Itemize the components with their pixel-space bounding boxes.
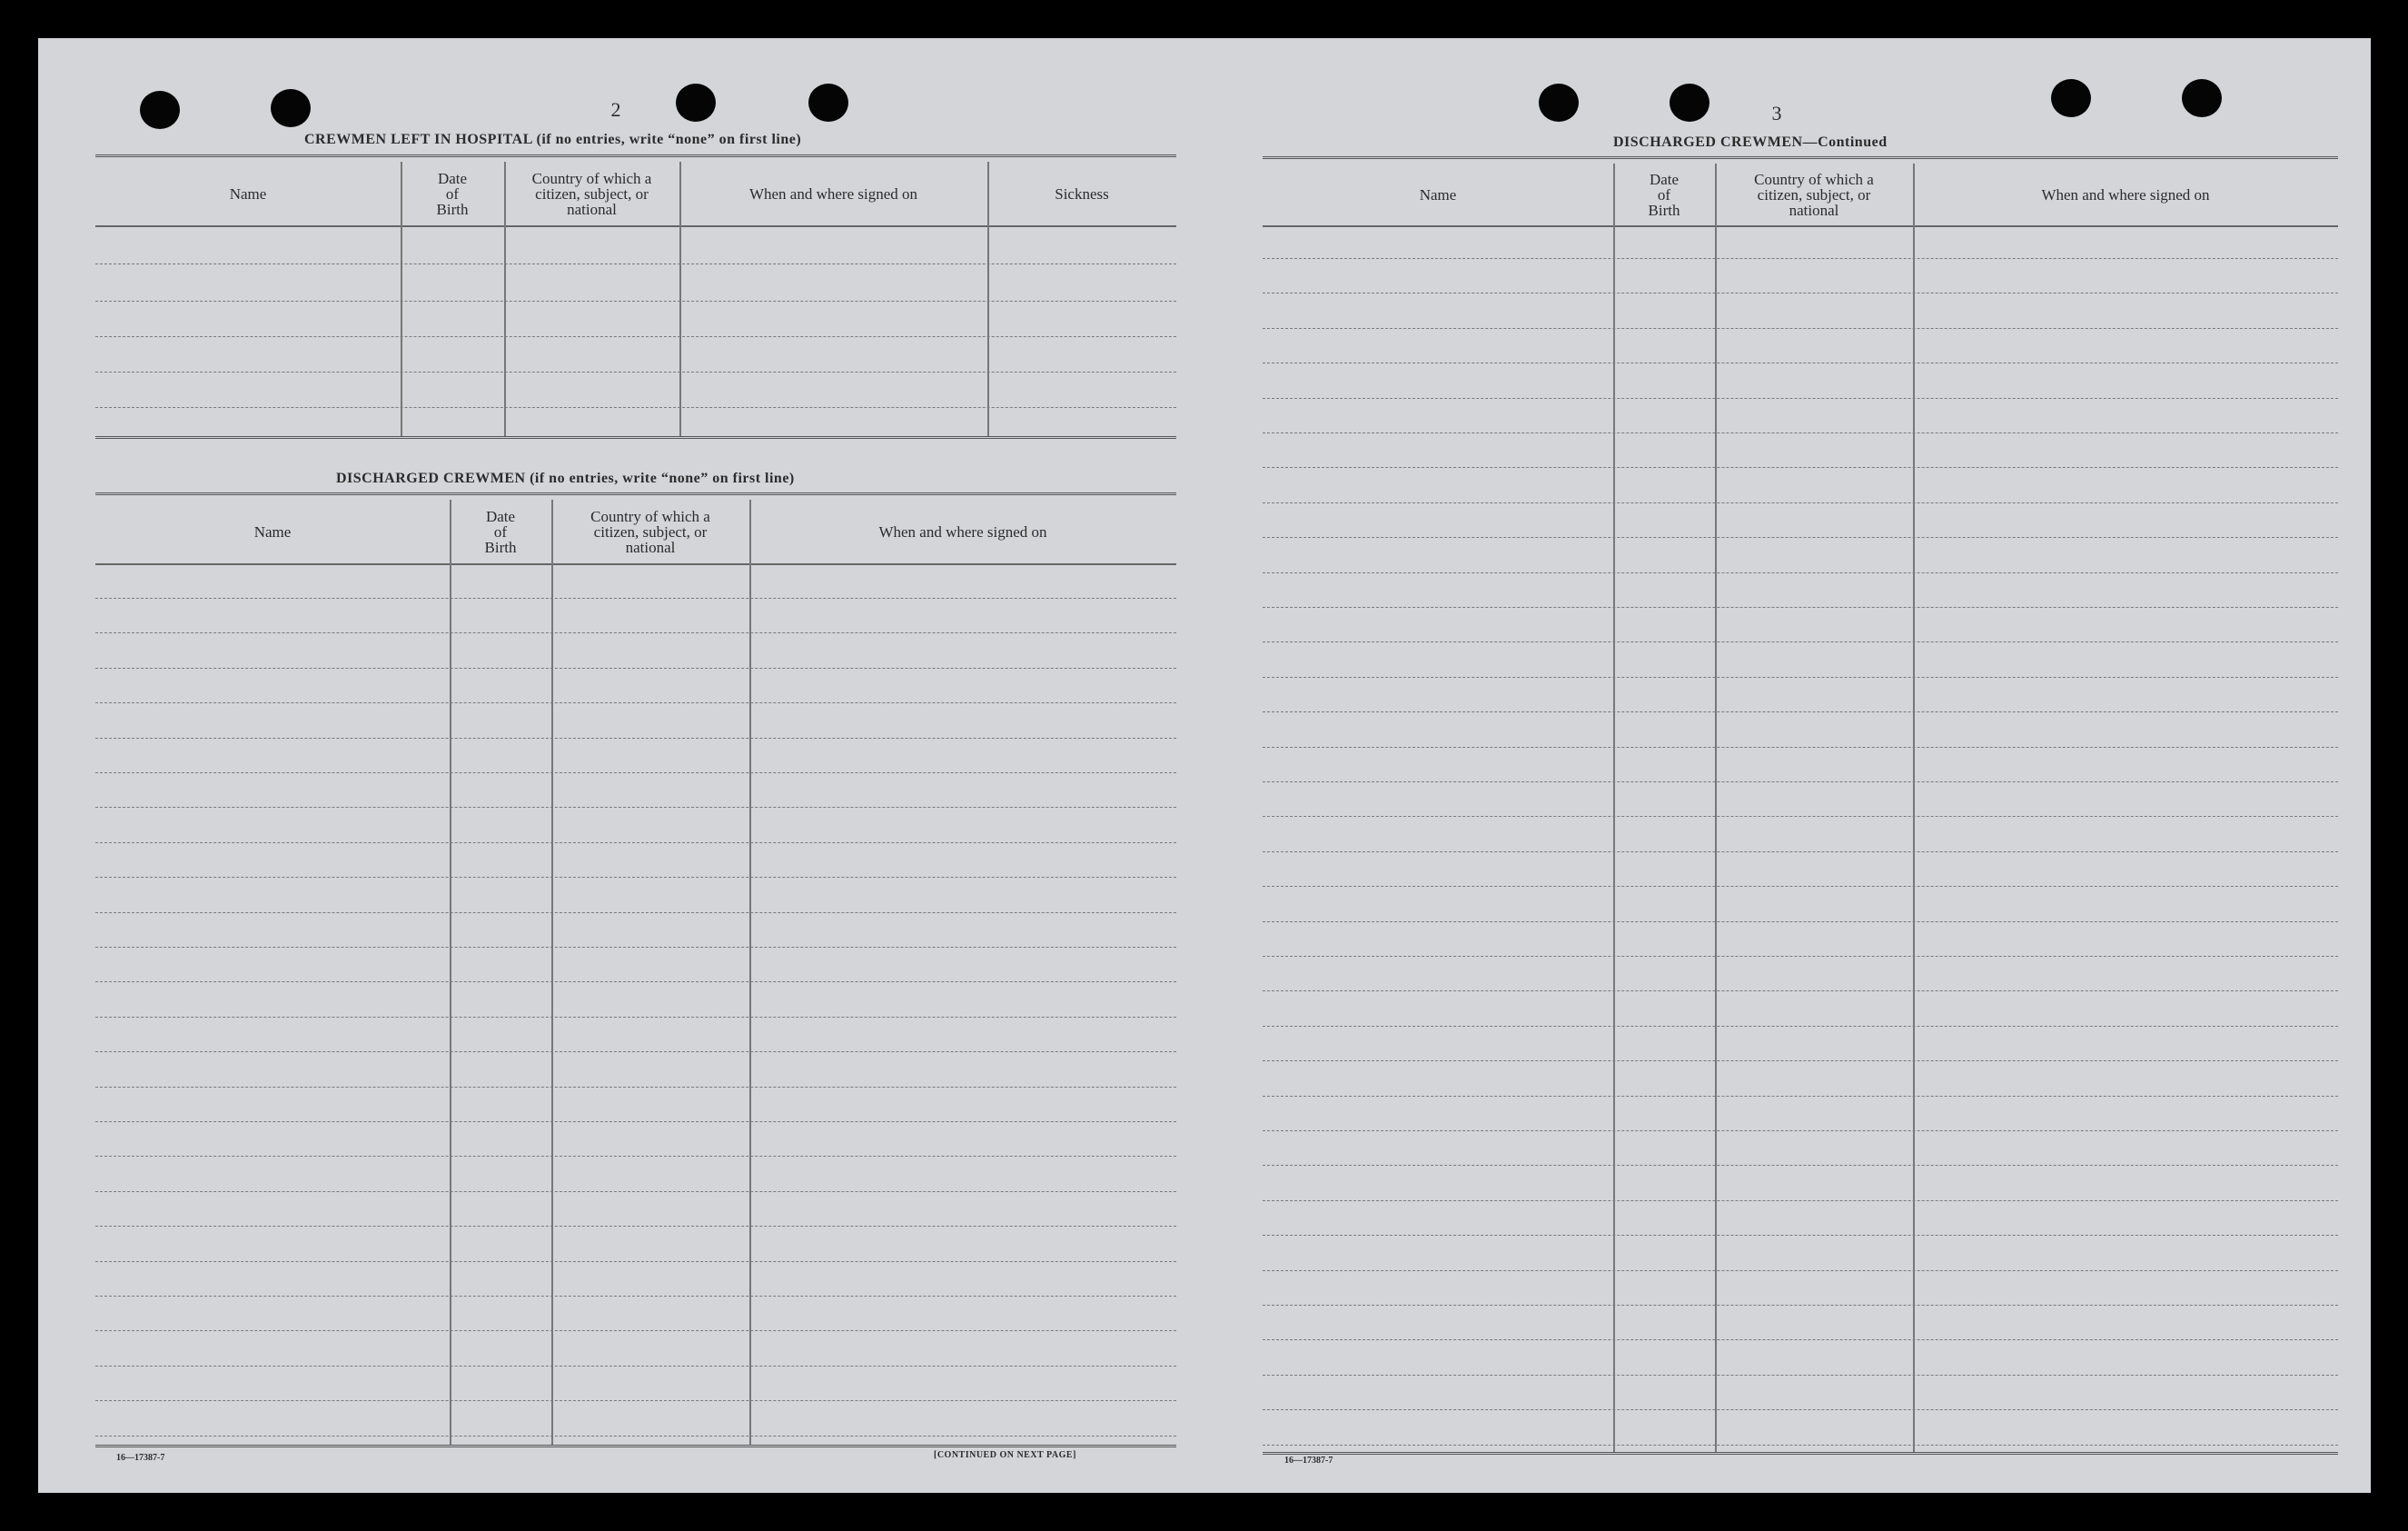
table-row-line bbox=[95, 947, 1176, 948]
table-row-line bbox=[95, 1330, 1176, 1331]
table-row-line bbox=[95, 912, 1176, 913]
column-divider bbox=[1613, 164, 1615, 1452]
table-row-line bbox=[95, 301, 1176, 302]
table-row-line bbox=[1263, 1096, 2338, 1097]
table-row-line bbox=[95, 842, 1176, 843]
column-divider bbox=[1913, 164, 1915, 1452]
table-row-line bbox=[1263, 328, 2338, 329]
discharged-title-note: (if no entries, write “none” on first line) bbox=[530, 471, 795, 486]
table-row-line bbox=[95, 1191, 1176, 1192]
table-row-line bbox=[1263, 1165, 2338, 1166]
punch-hole-icon bbox=[808, 84, 848, 122]
table-row-line bbox=[1263, 1200, 2338, 1201]
discharged-table bbox=[95, 492, 1176, 1456]
column-header-name: Name bbox=[253, 522, 292, 541]
table-row-line bbox=[95, 772, 1176, 773]
table-row-line bbox=[95, 981, 1176, 982]
table-row-line bbox=[1263, 572, 2338, 573]
hospital-title-note: (if no entries, write “none” on first line) bbox=[536, 132, 802, 147]
table-row-line bbox=[95, 598, 1176, 599]
table-row-line bbox=[1263, 398, 2338, 399]
table-row-line bbox=[1263, 641, 2338, 642]
table-bottom-rule bbox=[1263, 1452, 2338, 1459]
table-row-line bbox=[95, 668, 1176, 669]
column-header-date-of-birth: Date of Birth bbox=[484, 507, 517, 556]
table-row-line bbox=[1263, 711, 2338, 712]
column-header-signed-on: When and where signed on bbox=[748, 184, 918, 203]
table-row-line bbox=[1263, 1235, 2338, 1236]
discharged-section-title bbox=[336, 471, 795, 487]
table-row-line bbox=[1263, 1375, 2338, 1376]
table-row-line bbox=[95, 1087, 1176, 1088]
table-row-line bbox=[1263, 607, 2338, 608]
column-divider bbox=[749, 500, 751, 1445]
discharged-continued-title: DISCHARGED CREWMEN—Continued bbox=[1613, 134, 1888, 150]
hospital-table bbox=[95, 154, 1176, 482]
punch-hole-icon bbox=[1670, 84, 1709, 122]
table-row-line bbox=[1263, 1026, 2338, 1027]
column-header-country: Country of which a citizen, subject, or national bbox=[531, 169, 652, 218]
column-header-name: Name bbox=[1419, 185, 1457, 204]
hospital-section-title bbox=[304, 132, 801, 148]
table-row-line bbox=[1263, 1339, 2338, 1340]
column-divider bbox=[551, 500, 553, 1445]
punch-hole-icon bbox=[2051, 79, 2091, 117]
table-row-line bbox=[1263, 258, 2338, 259]
column-header-country: Country of which a citizen, subject, or national bbox=[590, 507, 710, 556]
table-bottom-rule bbox=[95, 436, 1176, 443]
form-sheet bbox=[38, 38, 2371, 1493]
table-row-line bbox=[1263, 956, 2338, 957]
column-header-country: Country of which a citizen, subject, or national bbox=[1754, 170, 1874, 219]
table-row-line bbox=[95, 807, 1176, 808]
table-row-line bbox=[95, 1156, 1176, 1157]
column-header-sickness: Sickness bbox=[1055, 184, 1109, 203]
header-rule bbox=[95, 225, 1176, 227]
column-header-name: Name bbox=[229, 184, 267, 203]
table-row-line bbox=[1263, 1409, 2338, 1410]
column-divider bbox=[450, 500, 451, 1445]
table-row-line bbox=[95, 407, 1176, 408]
hospital-title-text: CREWMEN LEFT IN HOSPITAL bbox=[304, 132, 533, 147]
table-row-line bbox=[95, 1017, 1176, 1018]
header-rule bbox=[95, 563, 1176, 565]
table-row-line bbox=[1263, 1130, 2338, 1131]
table-row-line bbox=[1263, 886, 2338, 887]
table-row-line bbox=[1263, 990, 2338, 991]
column-header-date-of-birth: Date of Birth bbox=[436, 169, 469, 218]
table-row-line bbox=[95, 1436, 1176, 1437]
punch-hole-icon bbox=[271, 89, 311, 127]
table-row-line bbox=[1263, 1270, 2338, 1271]
discharged-continued-table bbox=[1263, 156, 2338, 1465]
table-row-line bbox=[1263, 816, 2338, 817]
table-row-line bbox=[95, 1226, 1176, 1227]
table-row-line bbox=[1263, 432, 2338, 433]
table-row-line bbox=[95, 702, 1176, 703]
column-header-signed-on: When and where signed on bbox=[2041, 185, 2210, 204]
table-row-line bbox=[1263, 677, 2338, 678]
header-rule bbox=[1263, 225, 2338, 227]
table-row-line bbox=[95, 738, 1176, 739]
table-row-line bbox=[95, 632, 1176, 633]
table-row-line bbox=[95, 1121, 1176, 1122]
column-header-date-of-birth: Date of Birth bbox=[1648, 170, 1680, 219]
table-row-line bbox=[1263, 747, 2338, 748]
table-row-line bbox=[95, 1051, 1176, 1052]
table-row-line bbox=[1263, 851, 2338, 852]
table-row-line bbox=[1263, 502, 2338, 503]
continued-note: [CONTINUED ON NEXT PAGE] bbox=[934, 1450, 1076, 1460]
page-number-left: 2 bbox=[610, 98, 621, 121]
table-row-line bbox=[1263, 1305, 2338, 1306]
form-number-left: 16—17387-7 bbox=[116, 1453, 165, 1463]
table-row-line bbox=[95, 1261, 1176, 1262]
table-row-line bbox=[1263, 537, 2338, 538]
table-row-line bbox=[95, 336, 1176, 337]
discharged-title-text: DISCHARGED CREWMEN bbox=[336, 471, 526, 486]
table-row-line bbox=[95, 1366, 1176, 1367]
table-row-line bbox=[95, 1400, 1176, 1401]
table-row-line bbox=[95, 1296, 1176, 1297]
table-row-line bbox=[1263, 1445, 2338, 1446]
table-row-line bbox=[95, 263, 1176, 264]
form-number-right: 16—17387-7 bbox=[1284, 1456, 1333, 1466]
punch-hole-icon bbox=[2182, 79, 2222, 117]
table-top-rule bbox=[95, 492, 1176, 500]
punch-hole-icon bbox=[140, 91, 180, 129]
page-number-right: 3 bbox=[1771, 102, 1782, 124]
table-row-line bbox=[95, 372, 1176, 373]
punch-hole-icon bbox=[676, 84, 716, 122]
column-divider bbox=[1715, 164, 1717, 1452]
table-row-line bbox=[1263, 1060, 2338, 1061]
column-header-signed-on: When and where signed on bbox=[878, 522, 1047, 541]
table-row-line bbox=[1263, 921, 2338, 922]
table-row-line bbox=[1263, 781, 2338, 782]
table-row-line bbox=[1263, 467, 2338, 468]
table-top-rule bbox=[1263, 156, 2338, 164]
punch-hole-icon bbox=[1539, 84, 1579, 122]
table-row-line bbox=[95, 877, 1176, 878]
table-top-rule bbox=[95, 154, 1176, 162]
